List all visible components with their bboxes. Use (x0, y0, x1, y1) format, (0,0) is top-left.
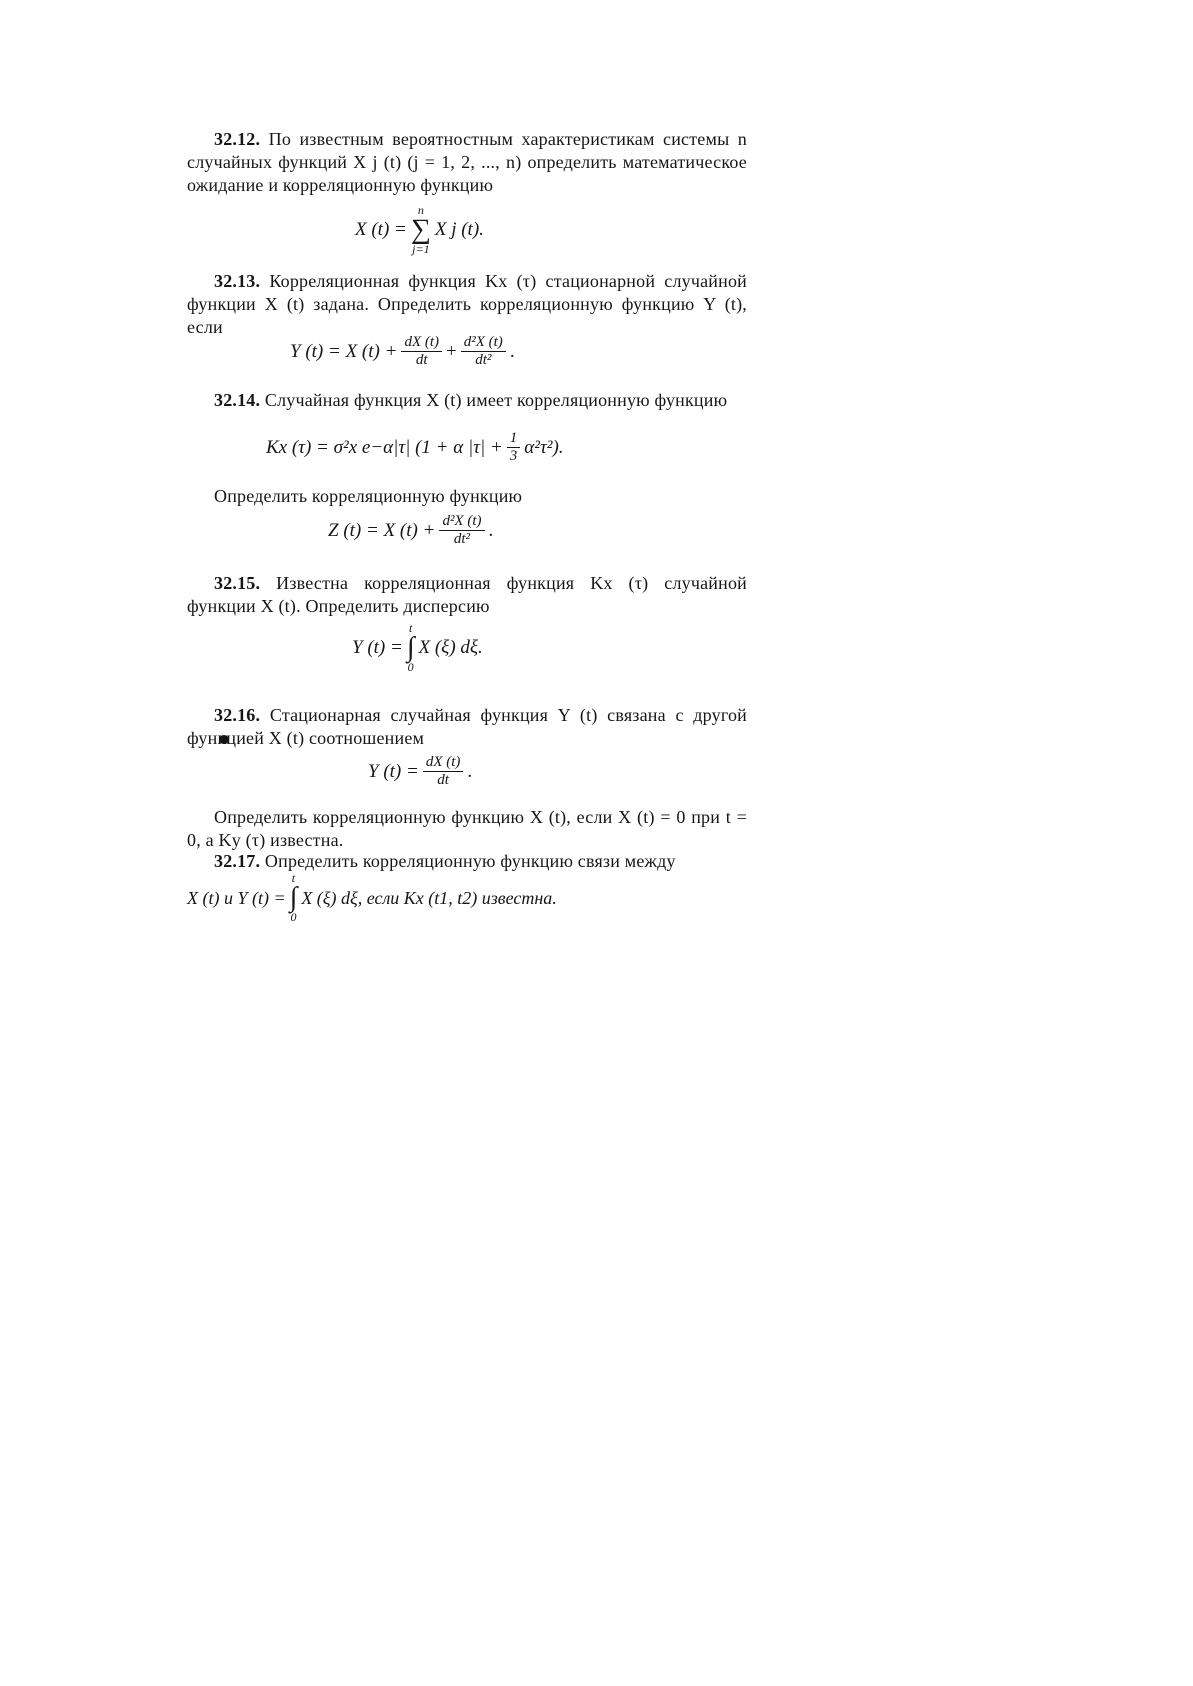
problem-number: 32.15. (214, 573, 261, 593)
formula-end: . (488, 519, 494, 541)
fraction-numerator: d²X (t) (439, 513, 484, 531)
formula-part-b: X (ξ) dξ, если Kx (t1, t2) известна. (301, 887, 557, 908)
formula-32-14-kx (266, 430, 564, 465)
sum-upper-limit: n (417, 203, 424, 217)
fraction-numerator: dX (t) (423, 754, 464, 772)
problem-text: Случайная функция X (t) имеет корреляционную функцию (264, 390, 728, 410)
sum-operator (411, 204, 431, 256)
fraction-one-third (507, 430, 521, 465)
formula-lhs: Y (t) = (352, 637, 403, 658)
fraction-d2x-dt2 (461, 334, 506, 369)
problem-text-continued: Определить корреляционную функцию X (t), если X (t) = 0 при t = 0, а Ky (τ) известна. (187, 807, 747, 850)
problem-text: Корреляционная функция Kx (τ) стационарной случайной функции X (t) задана. Определить корреляционную функцию Y (t), если (187, 271, 747, 337)
formula-32-13 (290, 334, 515, 369)
problem-text: По известным вероятностным характеристикам системы n случайных функций X j (t) (j = 1, 2, ..., n) определить математическое ожидание и корреляционную функцию (187, 129, 748, 195)
formula-32-17 (187, 872, 747, 924)
fraction-denominator: 3 (509, 448, 518, 464)
sum-lower-limit: j=1 (412, 242, 430, 256)
fraction-dx-dt (423, 754, 464, 789)
fraction-numerator: 1 (507, 430, 521, 448)
problem-number: 32.17. (214, 851, 261, 871)
fraction-denominator: dt (415, 352, 428, 368)
formula-lhs: X (t) = (355, 219, 407, 240)
problem-number: 32.13. (214, 271, 261, 291)
problem-32-15 (187, 572, 747, 618)
problem-32-12 (187, 128, 747, 197)
sigma-symbol: ∑ (410, 214, 431, 245)
fraction-dx-dt (401, 334, 442, 369)
formula-rhs: X j (t). (434, 219, 484, 240)
formula-rhs: X (ξ) dξ. (418, 637, 483, 658)
formula-32-14-z (328, 513, 493, 548)
formula-part-a: Kx (τ) = σ²x e−α|τ| (1 + α |τ| + (266, 436, 503, 458)
problem-text-continued: Определить корреляционную функцию (214, 486, 523, 506)
plus-sign: + (446, 340, 457, 362)
problem-32-14 (187, 389, 747, 412)
problem-32-13 (187, 270, 747, 339)
integral-symbol: ∫ (289, 882, 298, 913)
formula-lhs: Y (t) = (368, 760, 419, 782)
formula-32-15 (352, 622, 483, 674)
problem-32-16 (187, 704, 747, 750)
fraction-denominator: dt² (475, 352, 492, 368)
formula-lhs: Z (t) = X (t) + (328, 519, 436, 541)
fraction-denominator: dt² (453, 531, 471, 547)
problem-number: 32.16. (214, 705, 261, 725)
fraction-numerator: d²X (t) (461, 334, 506, 352)
problem-number: 32.12. (214, 129, 261, 149)
problem-text: Определить корреляционную функцию связи между (264, 851, 676, 871)
formula-part-b: α²τ²). (524, 436, 564, 458)
integral-symbol: ∫ (406, 632, 415, 663)
formula-32-12 (355, 204, 484, 256)
fraction-numerator: dX (t) (401, 334, 442, 352)
integral-lower-limit: 0 (290, 910, 297, 924)
formula-part-a: X (t) и Y (t) = (187, 887, 286, 908)
integral-upper-limit: t (408, 621, 413, 635)
integral-lower-limit: 0 (407, 660, 414, 674)
problem-32-17 (187, 850, 747, 873)
integral-operator (290, 872, 298, 924)
formula-end: . (509, 340, 515, 362)
fraction-d2x-dt2 (439, 513, 484, 548)
formula-lhs: Y (t) = X (t) + (290, 340, 398, 362)
problem-32-16-text2 (187, 806, 747, 852)
problem-text: Известна корреляционная функция Kx (τ) случайной функции X (t). Определить дисперсию (187, 573, 747, 616)
formula-32-16 (368, 754, 472, 789)
problem-number: 32.14. (214, 390, 261, 410)
problem-text: Стационарная случайная функция Y (t) связана с другой функцией X (t) соотношением (187, 705, 747, 748)
integral-operator (407, 622, 415, 674)
integral-upper-limit: t (291, 871, 296, 885)
fraction-denominator: dt (437, 772, 449, 788)
formula-end: . (467, 760, 473, 782)
problem-32-14-text2 (187, 485, 747, 508)
